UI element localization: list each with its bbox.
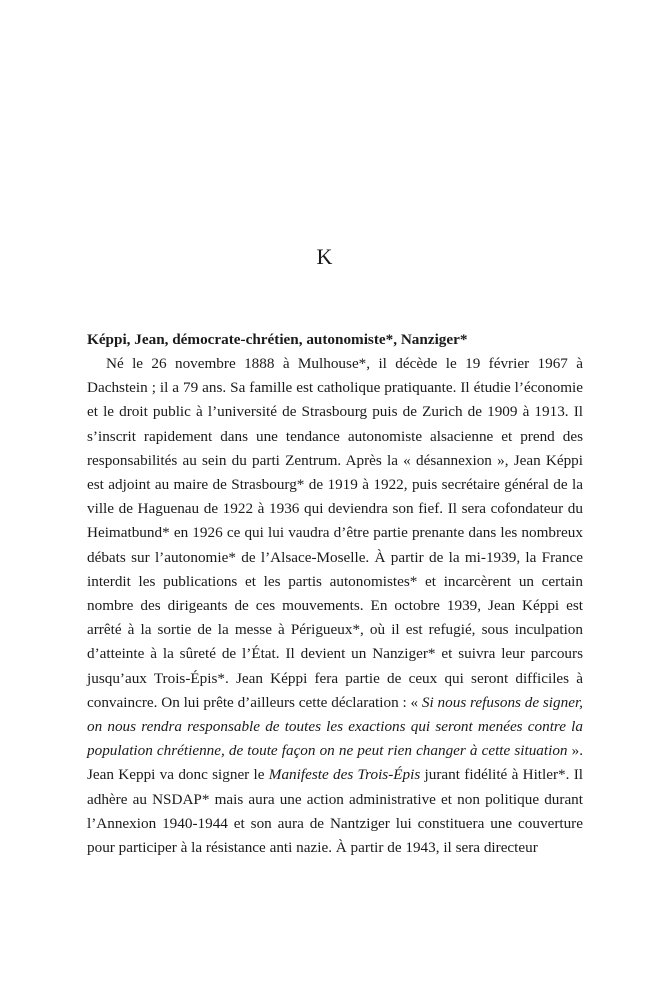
entry-body: [87, 352, 583, 860]
entry-quote-italic: Si nous refusons de signer, on nous rendra responsable de toutes les exactions qui seront menées contre la population chrétienne, de toute façon on ne peut rien changer à cette situation: [87, 693, 583, 760]
entry-text-segment: Né le 26 novembre 1888 à Mulhouse*, il décède le 19 février 1967 à Dachstein ; il a 79 ans. Sa famille est catholique pratiquante. Il étudie l’économie et le droit public à l’université de Strasbourg puis de Zurich de 1909 à 1913. Il s’inscrit rapidement dans une tendance autonomiste alsacienne et prend des responsabilités au sein du parti Zentrum. Après la « désannexion », Jean Képpi est adjoint au maire de Strasbourg* de 1919 à 1922, puis secrétaire général de la ville de Haguenau de 1922 à 1936 qui deviendra son fief. Il sera cofondateur du Heimatbund* en 1926 ce qui lui vaudra d’être partie prenante dans les nombreux débats sur l’autonomie* de l’Alsace-Moselle. À partir de la mi-1939, la France interdit les publications et les partis autonomistes* et incarcèrent un certain nombre des dirigeants de ces mouvements. En octobre 1939, Jean Képpi est arrêté à la sortie de la messe à Périgueux*, où il est refugié, sous inculpation d’atteinte à la sûreté de l’État. Il devient un Nanziger* et suivra leur parcours jusqu’aux Trois-Épis*. Jean Képpi fera partie de ceux qui seront difficiles à convaincre. On lui prête d’ailleurs cette déclaration : «: [87, 355, 583, 711]
entry-text-segment: ». Jean Keppi va donc signer le: [87, 742, 583, 784]
entry-text-segment: jurant fidélité à Hitler*. Il adhère au NSDAP* mais aura une action administrative et non politique durant l’Annexion 1940-1944 et son aura de Nantziger lui constituera une couverture pour participer à la résistance anti nazie. À partir de 1943, il sera directeur: [87, 766, 583, 857]
dictionary-entry: [87, 328, 583, 860]
entry-title-italic: Manifeste des Trois-Épis: [268, 766, 421, 784]
section-letter: K: [316, 244, 334, 269]
entry-heading: Képpi, Jean, démocrate-chrétien, autonomiste*, Nanziger*: [87, 331, 468, 348]
